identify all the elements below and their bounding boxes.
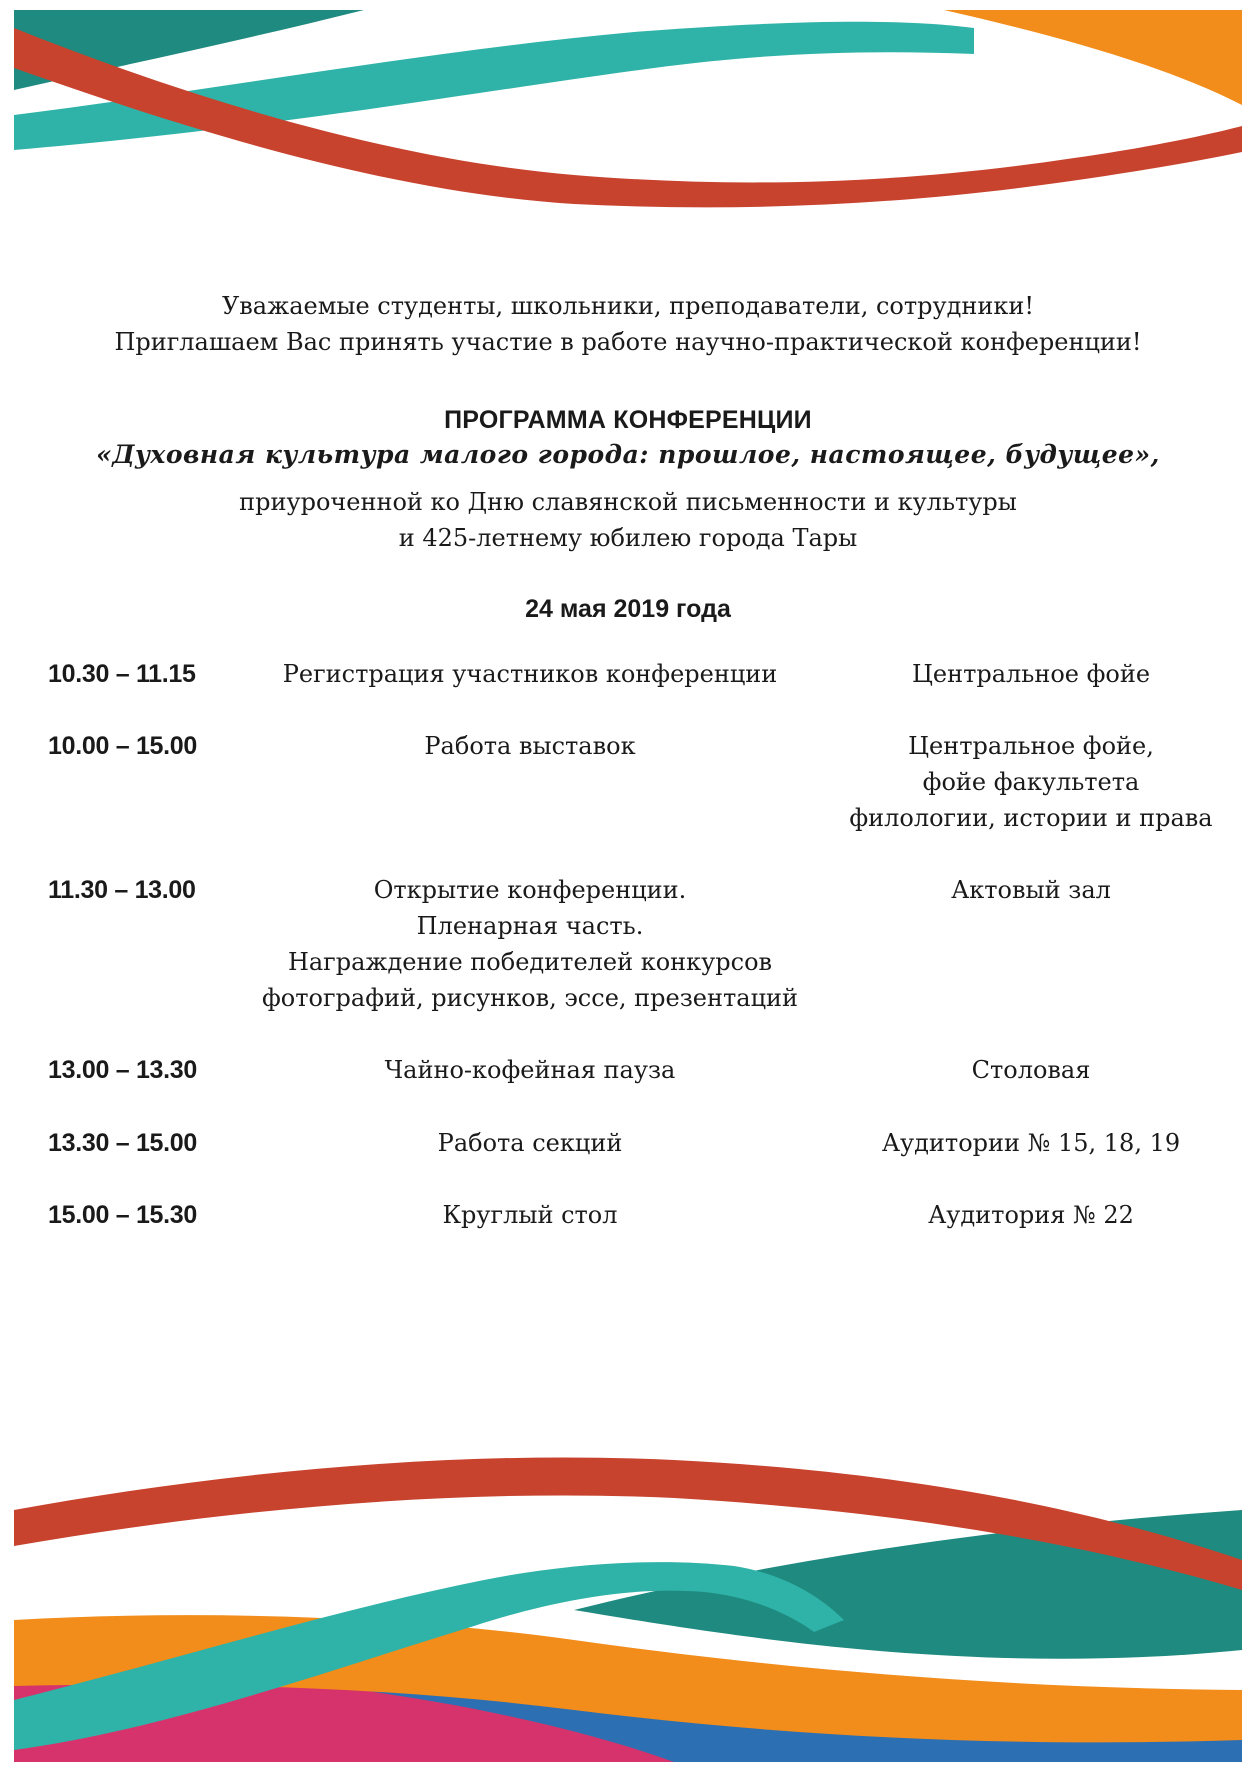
schedule-time: 11.30 – 13.00	[48, 876, 196, 904]
schedule-event-line: фотографий, рисунков, эссе, презентаций	[261, 984, 799, 1012]
schedule-place-line: Аудитория № 22	[928, 1201, 1134, 1229]
subtitle-line-1: приуроченной ко Дню славянской письменности и культуры	[239, 488, 1017, 516]
schedule-place	[834, 656, 1228, 692]
poster-frame	[14, 10, 1242, 1762]
schedule-place-line: Столовая	[971, 1056, 1091, 1084]
schedule-time: 13.00 – 13.30	[48, 1056, 198, 1084]
schedule-event-line: Чайно-кофейная пауза	[384, 1056, 676, 1084]
schedule-place-line: фойе факультета	[922, 768, 1140, 796]
greeting-line-2: Приглашаем Вас принять участие в работе научно-практической конференции!	[114, 328, 1142, 356]
schedule-event-line: Работа выставок	[424, 732, 636, 760]
ribbon-orange-top	[944, 10, 1242, 105]
schedule-event-line: Награждение победителей конкурсов	[287, 948, 773, 976]
event-date: 24 мая 2019 года	[525, 595, 731, 623]
schedule-event-line: Пленарная часть.	[416, 912, 644, 940]
program-title: ПРОГРАММА КОНФЕРЕНЦИИ	[444, 406, 812, 434]
bottom-ribbons-decoration	[14, 1450, 1242, 1762]
schedule-event-line: Регистрация участников конференции	[282, 660, 778, 688]
schedule-event	[260, 872, 800, 1016]
schedule-place-line: Центральное фойе,	[908, 732, 1154, 760]
schedule-event	[260, 728, 800, 764]
schedule-event	[260, 656, 800, 692]
schedule-place	[834, 872, 1228, 908]
schedule-event-line: Круглый стол	[442, 1201, 618, 1229]
greeting-line-1: Уважаемые студенты, школьники, преподаватели, сотрудники!	[221, 292, 1035, 320]
schedule-event-line: Работа секций	[437, 1129, 623, 1157]
schedule-event-line: Открытие конференции.	[373, 876, 687, 904]
schedule-time: 10.00 – 15.00	[48, 732, 198, 760]
schedule-event	[260, 1197, 800, 1233]
schedule-time: 13.30 – 15.00	[48, 1129, 198, 1157]
schedule-place	[834, 1125, 1228, 1161]
schedule-time: 10.30 – 11.15	[48, 660, 196, 688]
conference-name: «Духовная культура малого города: прошлое, настоящее, будущее»,	[96, 440, 1160, 469]
schedule-place	[834, 1052, 1228, 1088]
schedule-place-line: Аудитории № 15, 18, 19	[881, 1129, 1181, 1157]
schedule-event	[260, 1125, 800, 1161]
schedule-place	[834, 728, 1228, 836]
schedule-time: 15.00 – 15.30	[48, 1201, 198, 1229]
schedule-place-line: Центральное фойе	[911, 660, 1151, 688]
top-ribbons-decoration	[14, 10, 1242, 250]
schedule-place-line: Актовый зал	[951, 876, 1111, 904]
subtitle-line-2: и 425-летнему юбилею города Тары	[398, 524, 858, 552]
schedule-event	[260, 1052, 800, 1088]
schedule-place-line: филологии, истории и права	[849, 804, 1213, 832]
schedule-place	[834, 1197, 1228, 1233]
